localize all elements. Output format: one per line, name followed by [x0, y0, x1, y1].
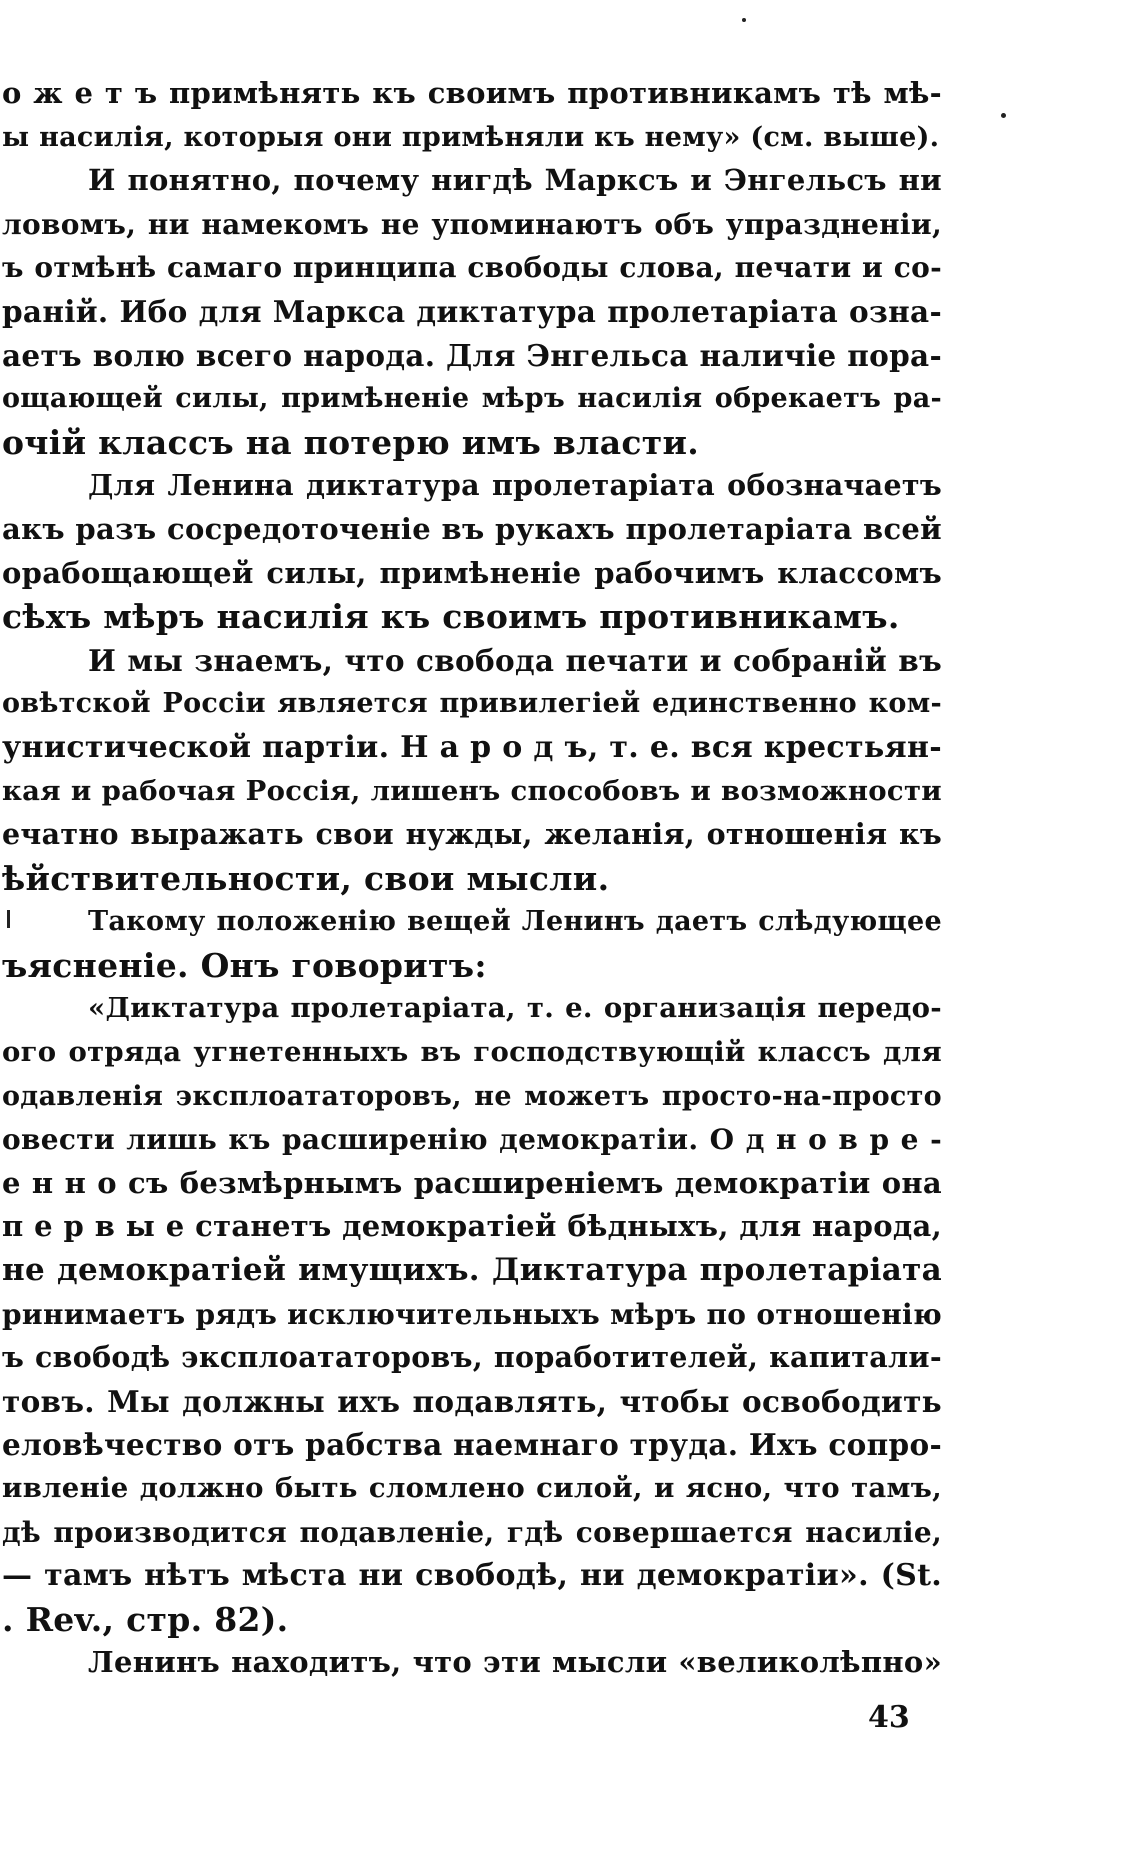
text-line: аетъ волю всего народа. Для Энгельса наличіе пора- [2, 337, 942, 373]
text-line: Для Ленина диктатура пролетаріата обозначаетъ [88, 468, 942, 503]
text-line: дѣ производится подавленіе, гдѣ совершается насиліе, [2, 1515, 942, 1549]
ink-speck [1001, 113, 1006, 118]
text-line: о ж е т ъ примѣнять къ своимъ противникамъ тѣ мѣ- [2, 76, 942, 110]
text-line: ого отряда угнетенныхъ въ господствующій классъ для [2, 1036, 942, 1069]
text-line: сѣхъ мѣръ насилія къ своимъ противникамъ. [2, 597, 900, 637]
text-line: очій классъ на потерю имъ власти. [2, 422, 700, 462]
text-line: орабощающей силы, примѣненіе рабочимъ классомъ [2, 555, 942, 590]
text-line: ъ свободѣ эксплоататоровъ, поработителей, капитали- [2, 1340, 942, 1375]
text-line: ловомъ, ни намекомъ не упоминаютъ объ упраздненіи, [2, 207, 942, 241]
page-number: 43 [868, 1700, 910, 1735]
text-line: ы насилія, которыя они примѣняли къ нему» (см. выше). [2, 121, 940, 153]
text-line: Ленинъ находитъ, что эти мысли «великолѣпно» [88, 1645, 942, 1680]
text-line: ъясненіе. Онъ говоритъ: [2, 945, 487, 985]
text-line: товъ. Мы должны ихъ подавлять, чтобы освободить [2, 1383, 942, 1419]
text-line: Такому положенію вещей Ленинъ даетъ слѣдующее [88, 906, 942, 938]
body-text [2, 72, 942, 1685]
text-line: п е р в ы е станетъ демократіей бѣдныхъ, для народа, [2, 1209, 942, 1244]
margin-mark [7, 910, 10, 928]
text-line: ощающей силы, примѣненіе мѣръ насилія обрекаетъ ра- [2, 383, 942, 415]
text-line: ѣйствительности, свои мысли. [2, 858, 610, 898]
text-line: унистической партіи. Н а р о д ъ, т. е. вся крестьян- [2, 729, 942, 765]
text-line: И понятно, почему нигдѣ Марксъ и Энгельсъ ни [88, 163, 942, 198]
text-line: ечатно выражать свои нужды, желанія, отношенія къ [2, 817, 942, 852]
ink-speck [742, 18, 746, 22]
text-line: ринимаетъ рядъ исключительныхъ мѣръ по отношенію [2, 1297, 942, 1331]
text-line: — тамъ нѣтъ мѣста ни свободѣ, ни демократіи». (St. [2, 1558, 942, 1594]
text-line: не демократіей имущихъ. Диктатура пролетаріата [2, 1252, 942, 1289]
text-line: ъ отмѣнѣ самаго принципа свободы слова, печати и со- [2, 251, 942, 285]
text-line: И мы знаемъ, что свобода печати и собраній въ [88, 642, 942, 678]
text-line: еловѣчество отъ рабства наемнаго труда. Ихъ сопро- [2, 1427, 943, 1463]
text-line: овѣтской Россіи является привилегіей единственно ком- [2, 688, 942, 720]
text-line: кая и рабочая Россія, лишенъ способовъ и возможности [2, 774, 942, 807]
text-line: «Диктатура пролетаріата, т. е. организація передо- [88, 992, 942, 1025]
text-line: . Rev., стр. 82). [2, 1599, 289, 1639]
text-line: одавленія эксплоататоровъ, не можетъ просто-на-просто [2, 1080, 942, 1112]
text-line: е н н о съ безмѣрнымъ расширеніемъ демократіи она [2, 1165, 942, 1200]
text-line: акъ разъ сосредоточеніе въ рукахъ пролетаріата всей [2, 511, 942, 546]
text-line: овести лишь къ расширенію демократіи. О д н о в р е - [2, 1123, 942, 1157]
text-line: раній. Ибо для Маркса диктатура пролетаріата озна- [2, 293, 942, 329]
text-line: ивленіе должно быть сломлено силой, и ясно, что тамъ, [2, 1472, 942, 1504]
